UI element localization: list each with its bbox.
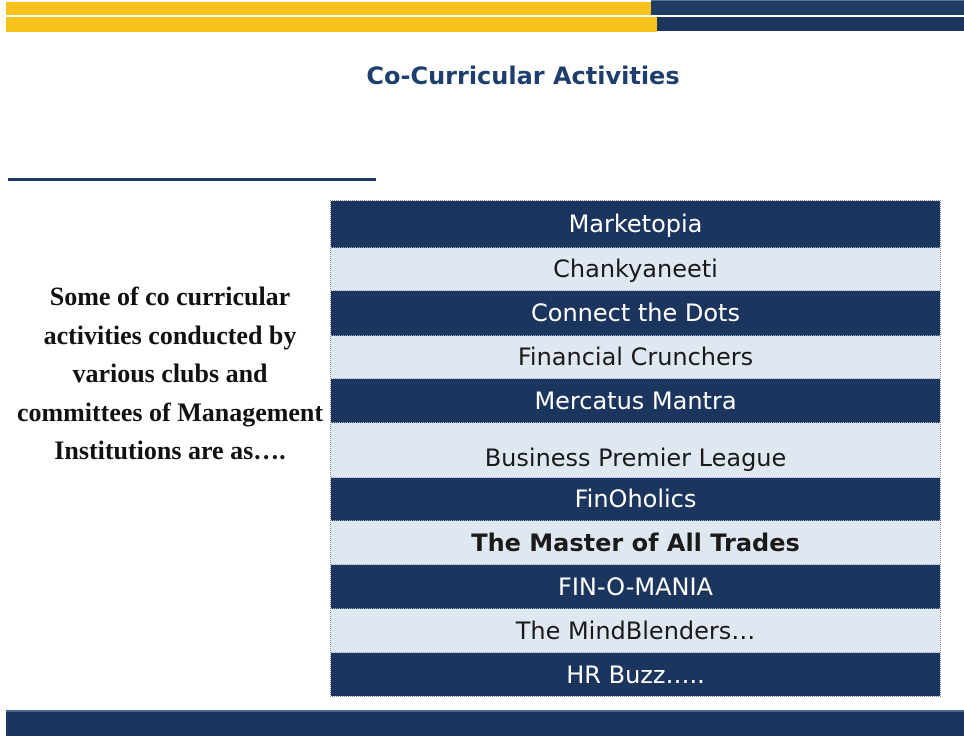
activity-row: Business Premier League [331, 423, 940, 478]
top-accent-bar-yellow-lower [6, 17, 657, 32]
activity-row: The MindBlenders… [331, 609, 940, 653]
activity-row: FIN-O-MANIA [331, 565, 940, 609]
top-accent-bar-navy [651, 0, 964, 15]
page-title: Co-Curricular Activities [366, 62, 680, 90]
activity-row: Chankyaneeti [331, 248, 940, 291]
activity-row: Marketopia [331, 201, 940, 248]
top-accent-bar-navy-lower [657, 17, 964, 31]
activity-row: The Master of All Trades [331, 521, 940, 565]
activity-row: FinOholics [331, 478, 940, 521]
activity-row: Financial Crunchers [331, 336, 940, 379]
title-divider [8, 178, 376, 181]
intro-text: Some of co curricular activities conducted by various clubs and committees of Management Institutions are as…. [16, 282, 324, 465]
top-accent-bar-yellow [6, 2, 651, 15]
activities-table [330, 200, 941, 697]
activity-row: Connect the Dots [331, 291, 940, 336]
activity-row: Mercatus Mantra [331, 379, 940, 423]
bottom-accent-bar [6, 710, 964, 736]
activity-row: HR Buzz….. [331, 653, 940, 696]
